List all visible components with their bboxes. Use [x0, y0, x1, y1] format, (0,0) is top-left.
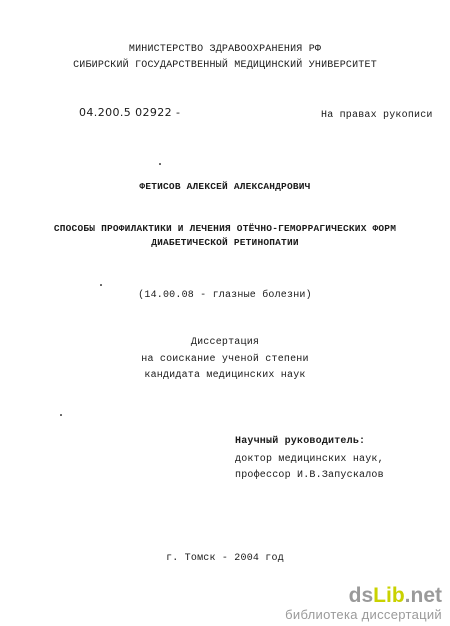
scan-speck — [159, 163, 161, 165]
ministry-line: МИНИСТЕРСТВО ЗДРАВООХРАНЕНИЯ РФ — [128, 44, 322, 55]
dslib-watermark — [285, 585, 442, 622]
university-line: СИБИРСКИЙ ГОСУДАРСТВЕННЫЙ МЕДИЦИНСКИЙ УНИВЕРСИТЕТ — [73, 60, 377, 71]
supervisor-line2: профессор И.В.Запускалов — [235, 470, 384, 481]
watermark-subtitle: библиотека диссертаций — [285, 607, 442, 622]
watermark-logo-ds: ds — [348, 584, 374, 607]
watermark-logo-net: .net — [404, 584, 442, 607]
degree-line3: кандидата медицинских наук — [144, 370, 306, 381]
scan-speck — [100, 284, 102, 286]
degree-line2: на соискание ученой степени — [141, 354, 309, 365]
scan-speck — [60, 414, 62, 416]
manuscript-note: На правах рукописи — [321, 110, 433, 121]
watermark-logo — [285, 585, 442, 607]
place-year: г. Томск - 2004 год — [166, 553, 284, 564]
dissertation-title-line2: ДИАБЕТИЧЕСКОЙ РЕТИНОПАТИИ — [151, 237, 299, 248]
degree-line1: Диссертация — [190, 337, 260, 348]
supervisor-heading: Научный руководитель: — [235, 436, 366, 447]
watermark-logo-lib: Lib — [373, 584, 405, 607]
supervisor-line1: доктор медицинских наук, — [235, 454, 384, 465]
specialty-code: (14.00.08 - глазные болезни) — [138, 290, 312, 301]
author-name: ФЕТИСОВ АЛЕКСЕЙ АЛЕКСАНДРОВИЧ — [139, 181, 311, 192]
dissertation-title-line1: СПОСОБЫ ПРОФИЛАКТИКИ И ЛЕЧЕНИЯ ОТЁЧНО-ГЕМОРРАГИЧЕСКИХ ФОРМ — [53, 223, 397, 234]
registration-code: 04.200.5 02922 - — [79, 106, 181, 119]
